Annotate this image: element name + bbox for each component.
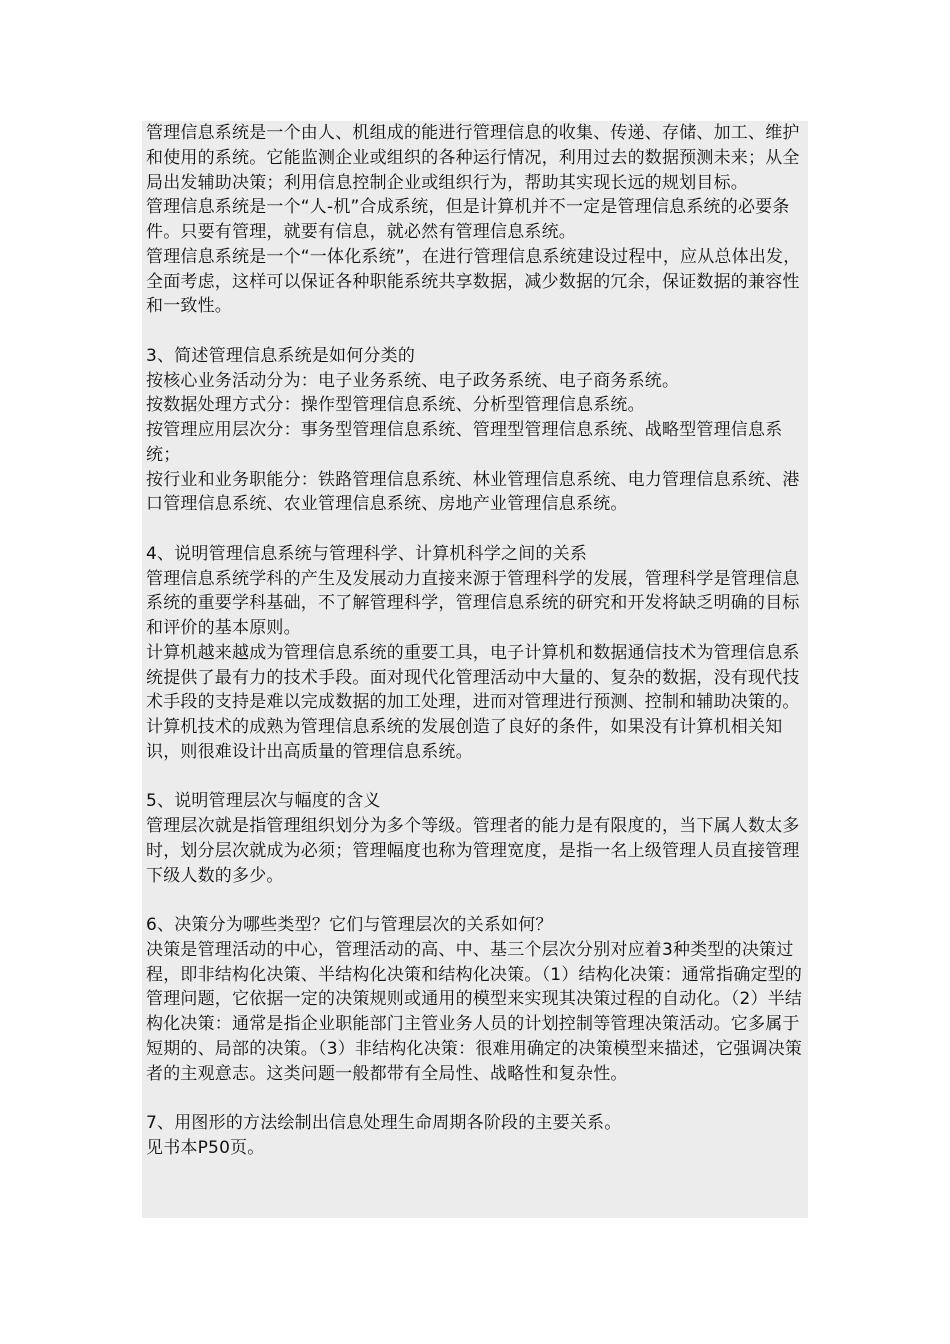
spacer — [142, 765, 808, 790]
document-page — [142, 121, 808, 1218]
question-5-title: 5、说明管理层次与幅度的含义 — [146, 791, 381, 812]
intro-section — [142, 121, 808, 319]
spacer — [142, 1086, 808, 1111]
question-5-section — [142, 789, 808, 888]
question-3-title: 3、简述管理信息系统是如何分类的 — [146, 345, 416, 366]
intro-paragraph-3: 管理信息系统是一个“一体化系统”，在进行管理信息系统建设过程中，应从总体出发，全面考虑，这样可以保证各种职能系统共享数据，减少数据的冗余，保证数据的兼容性和一致性。 — [146, 246, 801, 317]
question-4-section — [142, 542, 808, 765]
intro-paragraph-2: 管理信息系统是一个“人-机”合成系统，但是计算机并不一定是管理信息系统的必要条件。只要有管理，就要有信息，就必然有管理信息系统。 — [146, 197, 790, 242]
answer-paragraph: 管理信息系统学科的产生及发展动力直接来源于管理科学的发展，管理科学是管理信息系统的重要学科基础，不了解管理科学，管理信息系统的研究和开发将缺乏明确的目标和评价的基本原则。 — [146, 568, 800, 638]
spacer — [142, 888, 808, 913]
intro-paragraph-1: 管理信息系统是一个由人、机组成的能进行管理信息的收集、传递、存储、加工、维护和使用的系统。它能监测企业或组织的各种运行情况，利用过去的数据预测未来；从全局出发辅助决策；利用信息控制企业或组织行为，帮助其实现长远的规划目标。 — [146, 123, 800, 193]
answer-line: 按数据处理方式分：操作型管理信息系统、分析型管理信息系统。 — [146, 395, 645, 416]
answer-paragraph: 决策是管理活动的中心，管理活动的高、中、基三个层次分别对应着3种类型的决策过程，即非结构化决策、半结构化决策和结构化决策。（1）结构化决策：通常指确定型的管理问题，它依据一定的决策规则或通用的模型来实现其决策过程的自动化。（2）半结构化决策：通常是指企业职能部门主管业务人员的计划控制等管理决策活动。它多属于短期的、局部的决策。（3）非结构化决策：很难用确定的决策模型来描述，它强调决策者的主观意志。这类问题一般都带有全局性、战略性和复杂性。 — [146, 939, 803, 1084]
question-3-section — [142, 344, 808, 517]
question-7-section — [142, 1111, 808, 1161]
spacer — [142, 319, 808, 344]
question-6-title: 6、决策分为哪些类型？它们与管理层次的关系如何？ — [146, 915, 553, 935]
answer-line: 见书本P50页。 — [146, 1137, 265, 1158]
question-4-title: 4、说明管理信息系统与管理科学、计算机科学之间的关系 — [146, 543, 588, 564]
answer-line: 按管理应用层次分：事务型管理信息系统、管理型管理信息系统、战略型管理信息系统； — [146, 420, 783, 465]
answer-line: 按核心业务活动分为：电子业务系统、电子政务系统、电子商务系统。 — [146, 370, 680, 391]
answer-paragraph: 管理层次就是指管理组织划分为多个等级。管理者的能力是有限度的，当下属人数太多时，划分层次就成为必须；管理幅度也称为管理宽度，是指一名上级管理人员直接管理下级人数的多少。 — [146, 816, 800, 886]
question-7-title: 7、用图形的方法绘制出信息处理生命周期各阶段的主要关系。 — [146, 1113, 622, 1133]
question-6-section — [142, 913, 808, 1086]
spacer — [142, 517, 808, 542]
answer-paragraph: 计算机越来越成为管理信息系统的重要工具，电子计算机和数据通信技术为管理信息系统提供了最有力的技术手段。面对现代化管理活动中大量的、复杂的数据，没有现代技术手段的支持是难以完成数据的加工处理，进而对管理进行预测、控制和辅助决策的。计算机技术的成熟为管理信息系统的发展创造了良好的条件，如果没有计算机相关知识，则很难设计出高质量的管理信息系统。 — [146, 642, 800, 762]
answer-line: 按行业和业务职能分：铁路管理信息系统、林业管理信息系统、电力管理信息系统、港口管理信息系统、农业管理信息系统、房地产业管理信息系统。 — [146, 469, 800, 515]
